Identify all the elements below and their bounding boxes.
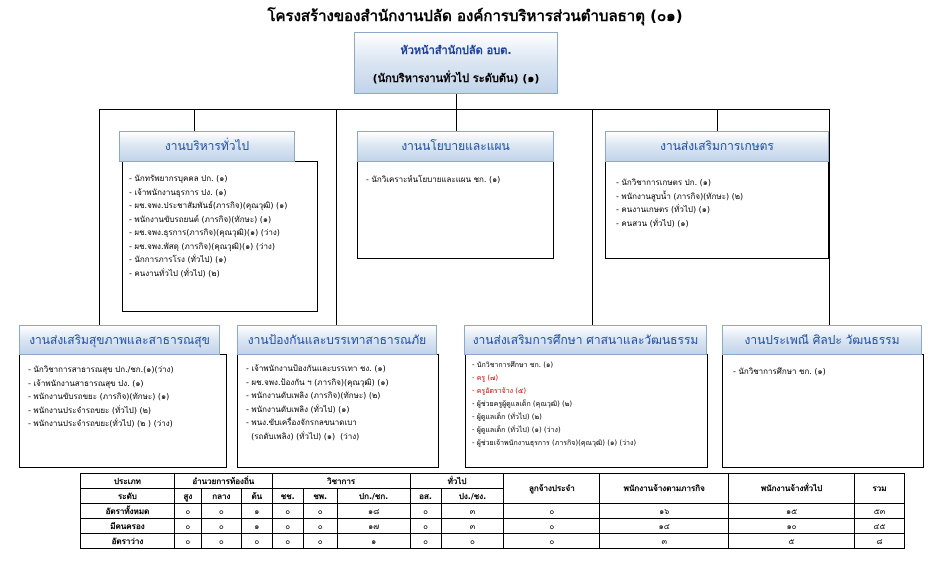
connector-drop-right [829,109,830,325]
list-item: - พนักงานขับรถขยะ (ภารกิจ)(ทักษะ) (๑) [28,392,170,401]
header-total: รวม [854,474,904,504]
table-cell: ๑๕ [729,504,855,519]
unit-box-agriculture [605,161,829,259]
table-cell: ๓ [441,519,504,534]
list-item: - พนักงานสูบน้ำ (ภารกิจ)(ทักษะ) (๒) [616,191,744,201]
subheader-cell: ปง./ชง. [441,489,504,504]
table-row [81,504,905,519]
table-cell: ๑๔ [600,519,729,534]
list-item: - ผช.จพง.ประชาสัมพันธ์(ภารกิจ)(คุณวุฒิ) (๑) [129,201,288,210]
table-row [81,519,905,534]
subheader-cell: ชพ. [303,489,337,504]
row-label: อัตราทั้งหมด [81,504,175,519]
row-label: มีคนครอง [81,519,175,534]
table-header-row [81,474,905,489]
table-cell: ๑๖ [600,504,729,519]
table-cell: ๐ [174,534,201,549]
table-cell: ๔๕ [854,519,904,534]
list-item: - นักวิเคราะห์นโยบายและแผน ชก. (๑) [366,175,501,184]
unit-box-general-admin [122,161,318,312]
header-general-employee: พนักงานจ้างทั่วไป [729,474,855,504]
list-item: - นักวิชาการศึกษา ชก. (๑) [472,361,554,369]
subheader-cell: สูง [174,489,201,504]
head-title: หัวหน้าสำนักปลัด อบต. [400,44,512,57]
header-group-academic: วิชาการ [272,474,410,489]
subheader-cell: ปก./ชก. [337,489,410,504]
list-item: - พนักงานประจำรถขยะ(ทั่วไป) (๒ ) (ว่าง) [28,419,173,428]
header-level: ระดับ [81,489,175,504]
chart-title: โครงสร้างของสำนักงานปลัด องค์การบริหารส่วนตำบลธาตุ (๐๑) [267,7,683,25]
table-cell: ๐ [201,519,241,534]
list-item: - พนง.ขับเครื่องจักรกลขนาดเบา [246,418,357,427]
list-item-highlighted: - ครู (๗) [472,374,499,382]
header-mission-employee: พนักงานจ้างตามภารกิจ [600,474,729,504]
table-cell: ๐ [410,534,441,549]
head-position: (นักบริหารงานทั่วไป ระดับต้น) (๑) [372,72,540,85]
connector-drop-midleft [336,109,337,325]
staffing-summary-table [80,473,905,549]
table-cell: ๓ [441,504,504,519]
list-item: - นักทรัพยากรบุคคล ปก. (๑) [129,174,228,183]
list-item-highlighted: - ครูอัตราจ้าง (๕) [472,387,527,395]
list-item: (รถดับเพลิง) (ทั่วไป) (๑) (ว่าง) [246,431,360,441]
list-item: - ผช.จพง.ธุรการ(ภารกิจ)(คุณวุฒิ)(๑) (ว่าง) [129,228,280,237]
header-type: ประเภท [81,474,175,489]
connector-drop-policy [456,109,457,132]
connector-top-bus [99,109,829,110]
table-cell: ๐ [201,504,241,519]
connector-head-down [456,94,457,109]
connector-drop-general [194,109,195,132]
list-item: - พนักงานประจำรถขยะ (ทั่วไป) (๒) [28,405,152,415]
unit-name: งานบริหารทั่วไป [164,139,250,153]
unit-header-education-religion-culture [464,325,707,355]
list-item: - พนักงานดับเพลิง (ทั่วไป) (๑) [246,404,350,414]
table-cell: ๐ [174,504,201,519]
table-cell: ๑ [241,504,272,519]
unit-header-policy-plan [357,131,554,162]
list-item: - คนงานเกษตร (ทั่วไป) (๑) [616,205,710,214]
table-cell: ๘ [854,534,904,549]
table-cell: ๐ [303,534,337,549]
table-row [81,534,905,549]
table-cell: ๐ [504,534,600,549]
list-item: - คนงานทั่วไป (ทั่วไป) (๒) [129,268,220,278]
connector-drop-left [99,109,100,325]
list-item: - นักวิชาการศึกษา ชก. (๑) [733,367,826,376]
table-cell: ๐ [303,519,337,534]
unit-box-tradition-arts-culture [722,354,924,468]
table-cell: ๐ [504,504,600,519]
unit-header-public-health [19,325,220,355]
unit-box-disaster-prevention [237,354,439,468]
list-item: - ผู้ดูแลเด็ก (ทั่วไป) (๒) [472,413,542,421]
unit-header-agriculture [605,131,829,162]
list-item: - เจ้าพนักงานป้องกันและบรรเทา ชง. (๑) [246,364,386,373]
unit-box-public-health [19,354,227,468]
unit-box-education-religion-culture [465,354,708,468]
table-cell: ๐ [410,519,441,534]
table-cell: ๐ [441,534,504,549]
list-item: - ผช.จพง.พัสดุ (ภารกิจ)(คุณวุฒิ)(๑) (ว่าง) [129,241,275,251]
table-cell: ๐ [272,504,303,519]
list-item: - นักการภารโรง (ทั่วไป) (๑) [129,255,227,264]
header-group-general: ทั่วไป [410,474,504,489]
table-cell: ๐ [272,534,303,549]
list-item: - ผู้ดูแลเด็ก (ทั่วไป) (๑) (ว่าง) [472,426,561,434]
table-cell: ๑ [241,519,272,534]
table-cell: ๐ [241,534,272,549]
list-item: - นักวิชาการเกษตร ปก. (๑) [616,178,712,187]
list-item: - พนักงานดับเพลิง (ภารกิจ)(ทักษะ) (๒) [246,391,381,400]
header-group-admin: อำนวยการท้องถิ่น [174,474,272,489]
unit-header-disaster-prevention [237,325,437,355]
list-item: - พนักงานขับรถยนต์ (ภารกิจ)(ทักษะ) (๑) [129,214,272,224]
list-item: - เจ้าพนักงานธุรการ ปง. (๑) [129,187,227,197]
table-cell: ๑๐ [729,519,855,534]
table-cell: ๑๘ [337,504,410,519]
list-item: - นักวิชาการสาธารณสุข ปก./ชก.(๑)(ว่าง) [28,365,174,374]
table-cell: ๐ [272,519,303,534]
unit-header-general-admin [119,131,295,162]
subheader-cell: ชช. [272,489,303,504]
head-of-office-box [354,32,558,94]
table-cell: ๐ [303,504,337,519]
list-item: - เจ้าพนักงานสาธารณสุข ปง. (๑) [28,378,144,388]
table-cell: ๐ [201,534,241,549]
unit-header-tradition-arts-culture [722,325,922,355]
table-cell: ๑๗ [337,519,410,534]
list-item: - คนสวน (ทั่วไป) (๑) [616,218,689,228]
table-cell: ๐ [174,519,201,534]
connector-drop-midright [592,109,593,325]
row-label: อัตราว่าง [81,534,175,549]
unit-name: งานส่งเสริมสุขภาพและสาธารณสุข [29,332,210,347]
unit-name: งานส่งเสริมการศึกษา ศาสนาและวัฒนธรรม [472,332,699,347]
header-permanent-employee: ลูกจ้างประจำ [504,474,600,504]
subheader-cell: ต้น [241,489,272,504]
list-item: - ผู้ช่วยครูผู้ดูแลเด็ก (คุณวุฒิ) (๒) [472,400,573,408]
unit-name: งานนโยบายและแผน [401,139,510,153]
table-cell: ๕ [729,534,855,549]
table-cell: ๐ [504,519,600,534]
unit-name: งานส่งเสริมการเกษตร [660,139,774,153]
table-cell: ๑ [337,534,410,549]
unit-name: งานป้องกันและบรรเทาสาธารณภัย [247,332,427,347]
list-item: - ผช.จพง.ป้องกัน ฯ (ภารกิจ)(คุณวุฒิ) (๑) [246,377,389,387]
unit-name: งานประเพณี ศิลปะ วัฒนธรรม [744,332,900,347]
list-item: - ผู้ช่วยเจ้าพนักงานธุรการ (ภารกิจ)(คุณวุฒิ) (๑) (ว่าง) [472,439,637,447]
table-cell: ๓ [600,534,729,549]
subheader-cell: อส. [410,489,441,504]
table-cell: ๐ [410,504,441,519]
unit-box-policy-plan [357,161,554,259]
table-cell: ๕๓ [854,504,904,519]
subheader-cell: กลาง [201,489,241,504]
connector-drop-agri [717,109,718,132]
